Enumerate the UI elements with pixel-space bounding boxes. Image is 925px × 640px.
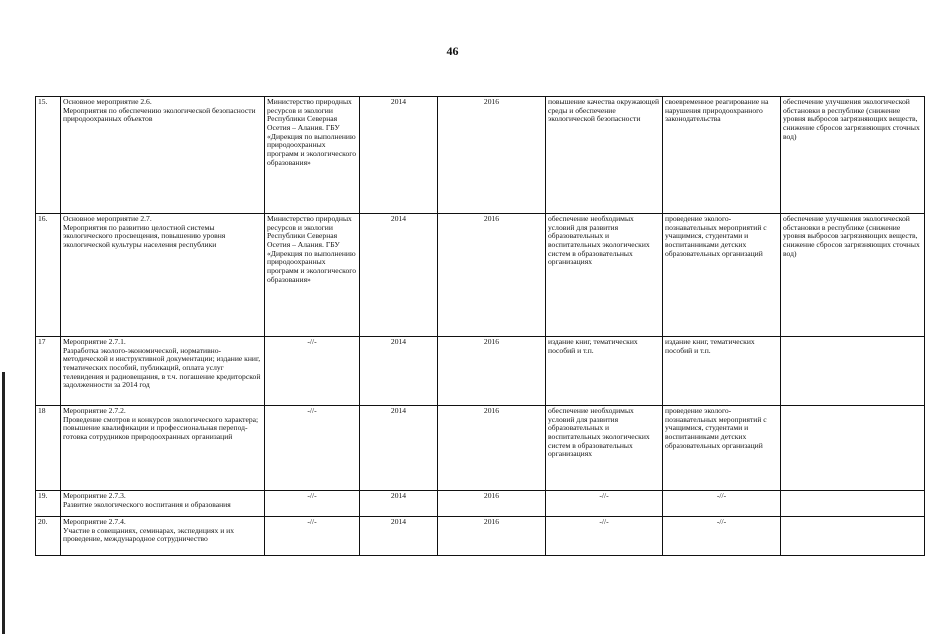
consequences-cell: проведение эколого-познавательных мероприятий с учащимися, студентами и воспитанниками детских образовательных организаций — [663, 406, 781, 491]
executor-cell: Министерство природных ресурсов и экологии Республики Северная Осетия – Алания. ГБУ «Дирекция по выполнению природоохранных программ и экологического образования» — [265, 97, 360, 214]
consequences-cell: -//- — [663, 491, 781, 517]
indicators-cell: обеспечение улучшения экологической обстановки в республике (снижение уровня выбросов загрязняющих веществ, снижение сбросов загрязняющих сточных вод) — [781, 214, 925, 337]
measure-cell — [61, 337, 265, 406]
end-year-cell: 2016 — [438, 214, 546, 337]
indicators-cell — [781, 337, 925, 406]
expected-result-cell: издание книг, тематических пособий и т.п. — [546, 337, 663, 406]
indicators-cell: обеспечение улучшения экологической обстановки в республике (снижение уровня выбросов загрязняющих веществ, снижение сбросов загрязняющих сточных вод) — [781, 97, 925, 214]
table-row — [36, 337, 925, 406]
start-year-cell: 2014 — [360, 517, 438, 556]
consequences-cell: своевременное реагирование на нарушения природоохранного законодательства — [663, 97, 781, 214]
executor-cell: -//- — [265, 517, 360, 556]
measure-cell — [61, 406, 265, 491]
start-year-cell: 2014 — [360, 491, 438, 517]
measure-description: Участие в совещаниях, семинарах, экспедициях и их проведение, международное сотрудничество — [63, 525, 235, 544]
measure-title: Основное мероприятие 2.6. — [63, 97, 152, 106]
table-row — [36, 214, 925, 337]
executor-cell: Министерство природных ресурсов и экологии Республики Северная Осетия – Алания. ГБУ «Дирекция по выполнению природоохранных программ и экологического образования» — [265, 214, 360, 337]
end-year-cell: 2016 — [438, 491, 546, 517]
executor-cell: -//- — [265, 491, 360, 517]
measure-description: Разработка эколого-экономической, нормативно-методической и инструктивной документации; издание книг, тематических пособий, публикаций, оплата услуг телевидения и радиовещания, в т.ч. погашение кредиторской задолженности за 2014 год — [63, 345, 261, 390]
indicators-cell — [781, 406, 925, 491]
measure-title: Мероприятие 2.7.4. — [63, 517, 126, 526]
measure-description: Мероприятия по развитию целостной системы экологического просвещения, повышению уровня экологической культуры населения республики — [63, 222, 226, 249]
executor-cell: -//- — [265, 406, 360, 491]
end-year-cell: 2016 — [438, 337, 546, 406]
scan-edge-bar — [2, 372, 5, 634]
expected-result-cell: повышение качества окружающей среды и обеспечение экологической безопасности — [546, 97, 663, 214]
measure-description: Мероприятия по обеспечению экологической безопасности природоохранных объектов — [63, 105, 256, 124]
expected-result-cell: обеспечение необходимых условий для развития образовательных и воспитательных экологических систем в образовательных организациях — [546, 406, 663, 491]
start-year-cell: 2014 — [360, 337, 438, 406]
row-number: 17 — [36, 337, 61, 406]
measure-description: Развитие экологического воспитания и образования — [63, 499, 231, 509]
table-row — [36, 406, 925, 491]
consequences-cell: проведение эколого-познавательных мероприятий с учащимися, студентами и воспитанниками детских образовательных организаций — [663, 214, 781, 337]
table-row — [36, 97, 925, 214]
row-number: 16. — [36, 214, 61, 337]
table-row — [36, 517, 925, 556]
indicators-cell — [781, 517, 925, 556]
table-row — [36, 491, 925, 517]
measure-cell — [61, 517, 265, 556]
program-measures-table — [35, 96, 925, 556]
expected-result-cell: -//- — [546, 517, 663, 556]
expected-result-cell: обеспечение необходимых условий для развития образовательных и воспитательных экологических систем в образовательных организациях — [546, 214, 663, 337]
page-number: 46 — [446, 44, 459, 58]
start-year-cell: 2014 — [360, 97, 438, 214]
consequences-cell: издание книг, тематических пособий и т.п. — [663, 337, 781, 406]
start-year-cell: 2014 — [360, 214, 438, 337]
row-number: 19. — [36, 491, 61, 517]
start-year-cell: 2014 — [360, 406, 438, 491]
row-number: 18 — [36, 406, 61, 491]
end-year-cell: 2016 — [438, 406, 546, 491]
measure-cell — [61, 97, 265, 214]
measure-title: Основное мероприятие 2.7. — [63, 214, 152, 223]
measure-description: Проведение смотров и конкурсов экологического характера; повышение квалификации и профессиональная перепод-готовка сотрудников природоохранных организаций — [63, 414, 259, 441]
expected-result-cell: -//- — [546, 491, 663, 517]
measure-title: Мероприятие 2.7.1. — [63, 337, 126, 346]
row-number: 15. — [36, 97, 61, 214]
executor-cell: -//- — [265, 337, 360, 406]
end-year-cell: 2016 — [438, 517, 546, 556]
end-year-cell: 2016 — [438, 97, 546, 214]
measure-cell — [61, 214, 265, 337]
measure-cell — [61, 491, 265, 517]
row-number: 20. — [36, 517, 61, 556]
measure-title: Мероприятие 2.7.3. — [63, 491, 126, 500]
consequences-cell: -//- — [663, 517, 781, 556]
measure-title: Мероприятие 2.7.2. — [63, 406, 126, 415]
indicators-cell — [781, 491, 925, 517]
